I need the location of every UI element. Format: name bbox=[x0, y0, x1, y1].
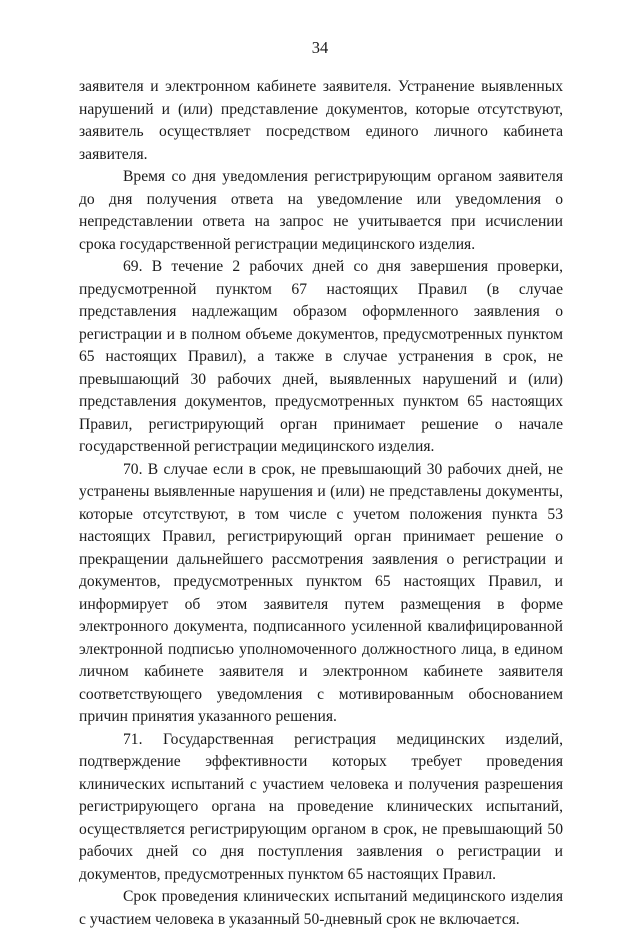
document-body bbox=[79, 76, 563, 931]
paragraph-continuation: заявителя и электронном кабинете заявителя. Устранение выявленных нарушений и (или) представление документов, которые отсутствуют, заявитель осуществляет посредством единого личного кабинета заявителя. bbox=[79, 78, 563, 163]
paragraph-clause-70: 70. В случае если в срок, не превышающий 30 рабочих дней, не устранены выявленные нарушения и (или) не представлены документы, которые отсутствуют, в том числе с учетом положения пункта 53 настоящих Правил, регистрирующий орган принимает решение о прекращении дальнейшего рассмотрения заявления о регистрации и документов, предусмотренных пунктом 65 настоящих Правил, и информирует об этом заявителя путем размещения в форме электронного документа, подписанного усиленной квалифицированной электронной подписью уполномоченного должностного лица, в едином личном кабинете заявителя и электронном кабинете заявителя соответствующего уведомления с мотивированным обоснованием причин принятия указанного решения. bbox=[79, 460, 563, 725]
paragraph-clause-69: 69. В течение 2 рабочих дней со дня завершения проверки, предусмотренной пунктом 67 настоящих Правил (в случае представления надлежащим образом оформленного заявления о регистрации и в полном объеме документов, предусмотренных пунктом 65 настоящих Правил), а также в случае устранения в срок, не превышающий 30 рабочих дней, выявленных нарушений и (или) представления документов, предусмотренных пунктом 65 настоящих Правил, регистрирующий орган принимает решение о начале государственной регистрации медицинского изделия. bbox=[79, 258, 563, 455]
paragraph-clinical-trials-term: Срок проведения клинических испытаний медицинского изделия с участием человека в указанный 50-дневный срок не включается. bbox=[79, 888, 563, 928]
paragraph-clause-71: 71. Государственная регистрация медицинских изделий, подтверждение эффективности которых требует проведения клинических испытаний с участием человека и получения разрешения регистрирующего органа на проведение клинических испытаний, осуществляется регистрирующим органом в срок, не превышающий 50 рабочих дней со дня поступления заявления о регистрации и документов, предусмотренных пунктом 65 настоящих Правил. bbox=[79, 730, 563, 883]
paragraph-notification-time: Время со дня уведомления регистрирующим органом заявителя до дня получения ответа на уведомление или уведомления о непредставлении ответа на запрос не учитывается при исчислении срока государственной регистрации медицинского изделия. bbox=[79, 168, 563, 253]
page-number: 34 bbox=[311, 38, 329, 57]
